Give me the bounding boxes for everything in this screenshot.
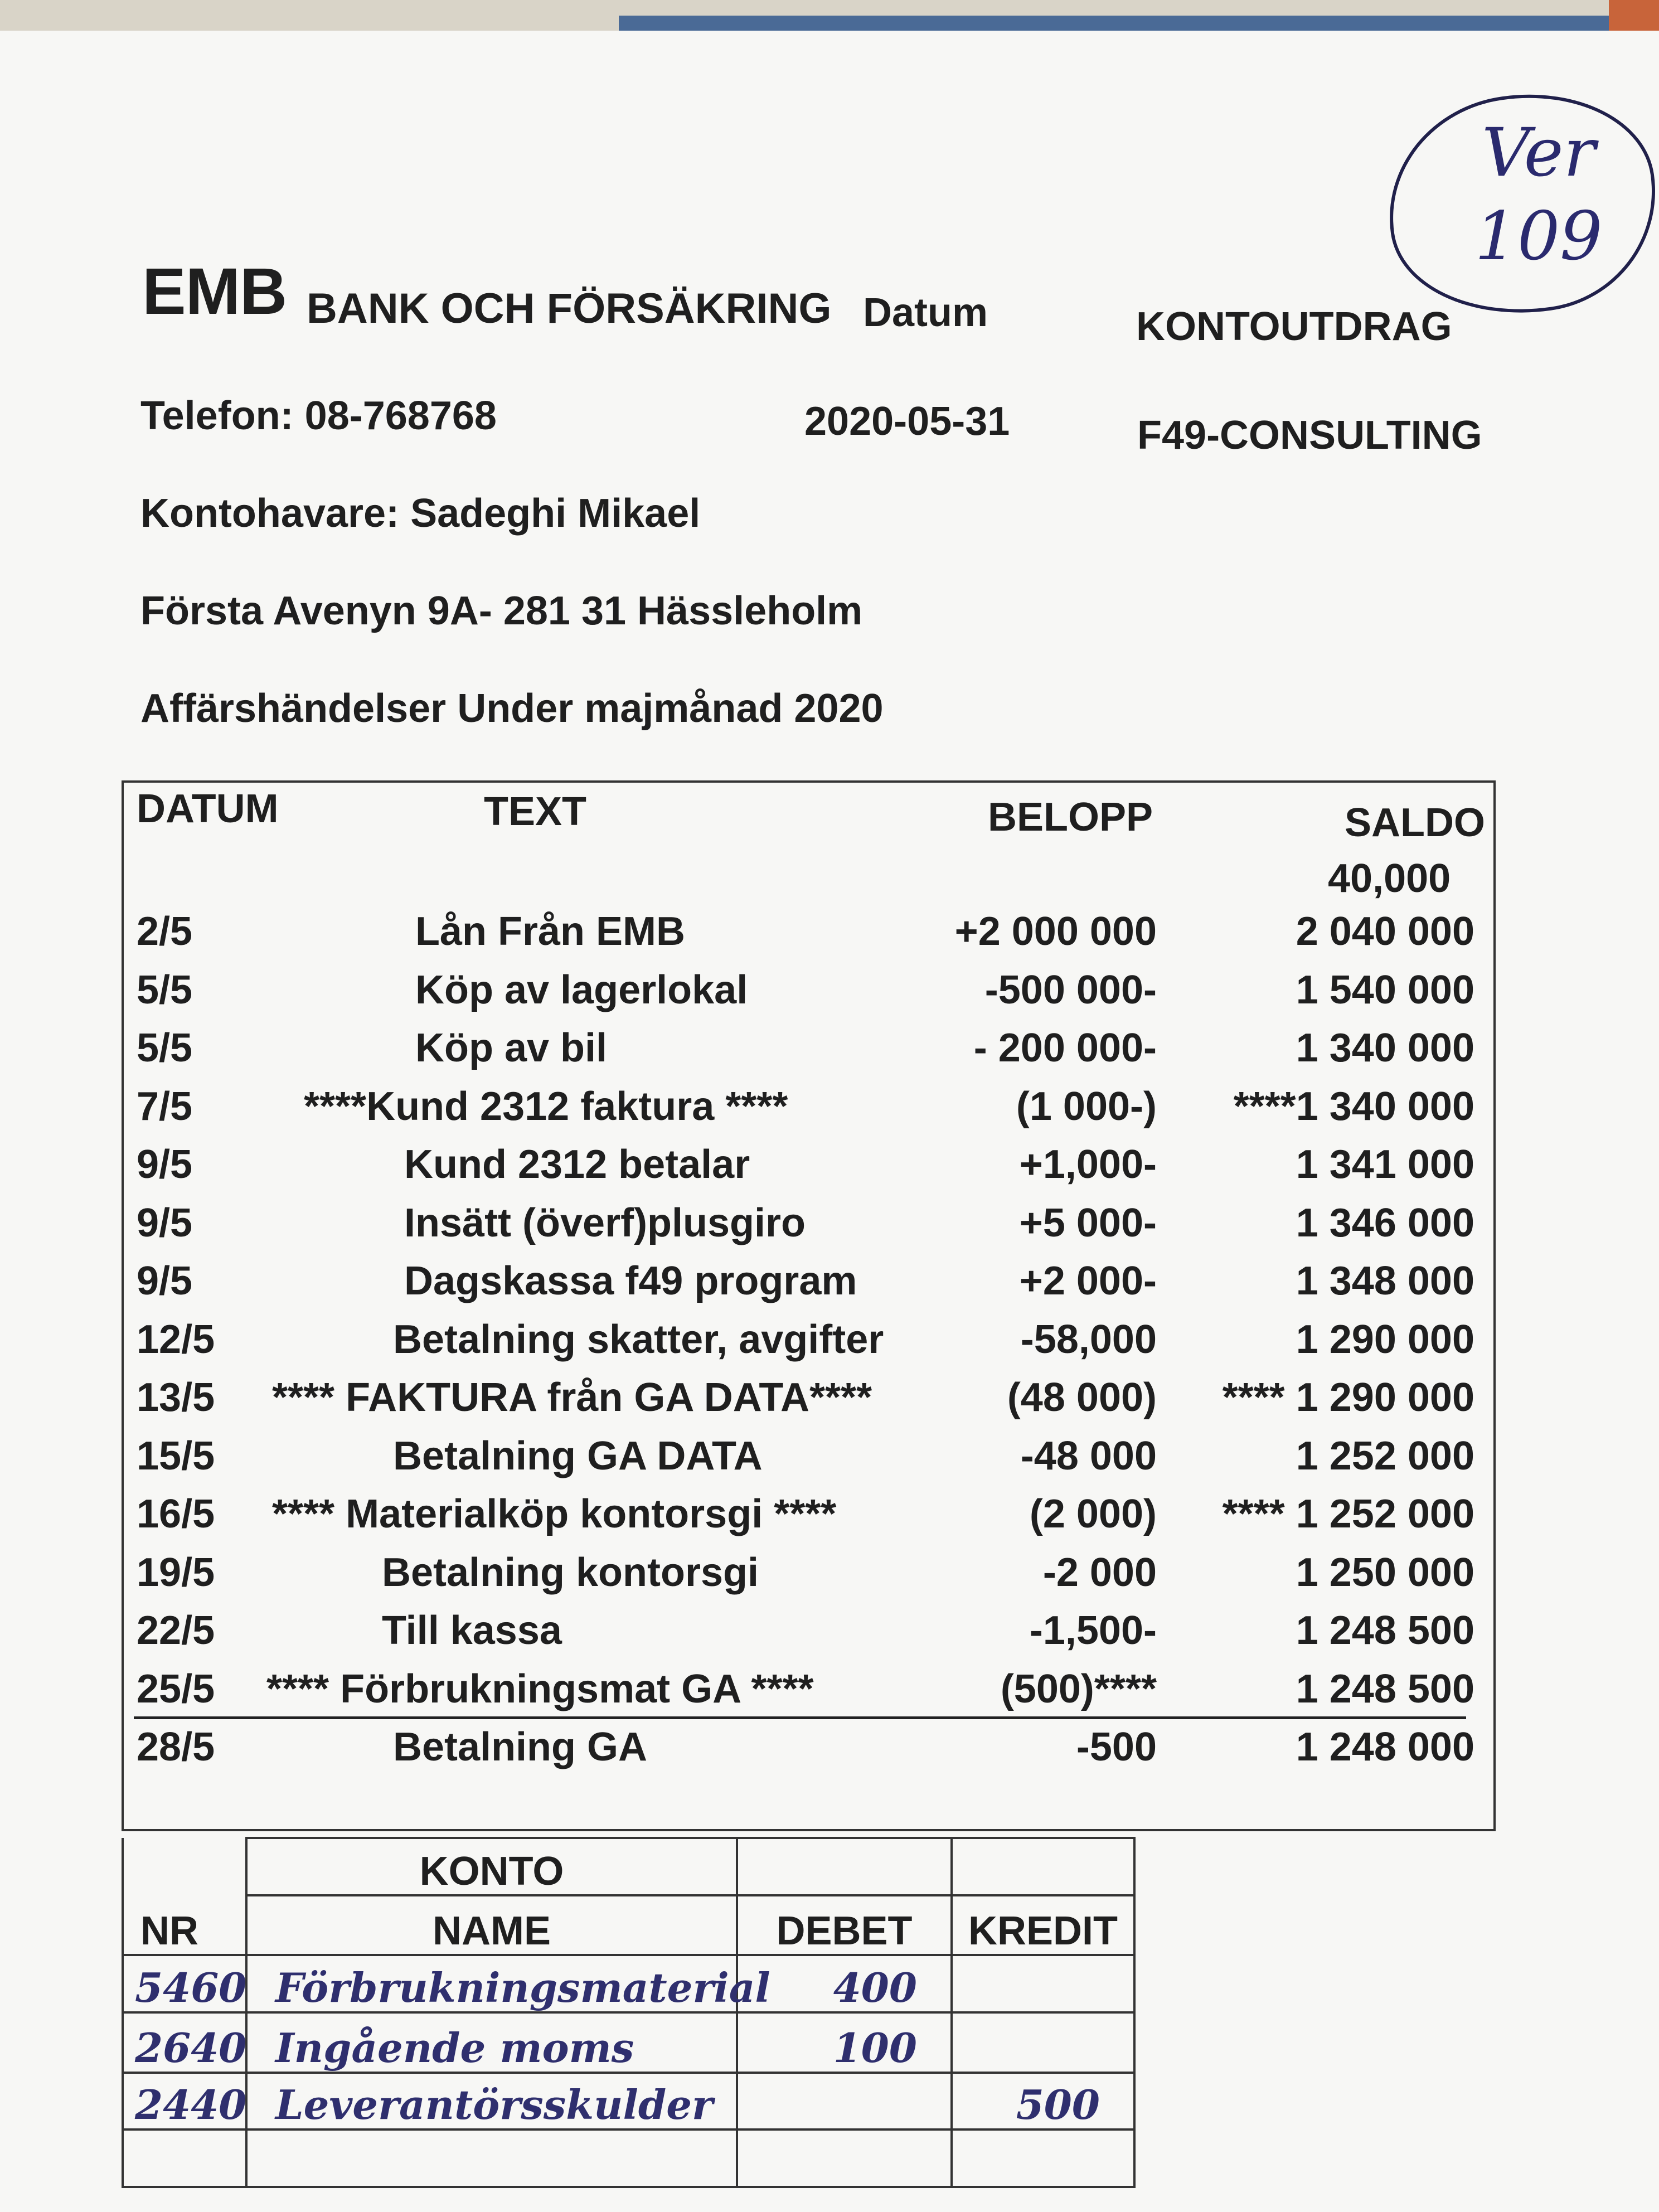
transaction-amount: +2 000- xyxy=(1019,1259,1157,1303)
transaction-balance: 1 290 000 xyxy=(1296,1317,1474,1362)
date-label: Datum xyxy=(863,290,988,335)
transaction-balance: ****1 340 000 xyxy=(1233,1084,1474,1129)
transaction-date: 15/5 xyxy=(137,1434,215,1478)
transaction-date: 19/5 xyxy=(137,1550,215,1595)
konto-kredit xyxy=(952,2129,1134,2187)
account-holder: Kontohavare: Sadeghi Mikael xyxy=(140,491,701,536)
transaction-amount: (2 000) xyxy=(1029,1492,1157,1536)
konto-nr: 5460 xyxy=(123,1955,246,2012)
konto-debet: 100 xyxy=(737,2012,952,2073)
column-header-text: TEXT xyxy=(484,789,587,834)
company-name: F49-CONSULTING xyxy=(1137,413,1482,458)
transaction-balance: 1 341 000 xyxy=(1296,1142,1474,1187)
voucher-number xyxy=(1455,111,1622,279)
konto-header-nr: NR xyxy=(123,1895,246,1956)
column-header-date: DATUM xyxy=(137,787,279,831)
transaction-text: **** FAKTURA från GA DATA**** xyxy=(272,1375,872,1420)
holder-address: Första Avenyn 9A- 281 31 Hässleholm xyxy=(140,589,863,633)
konto-table xyxy=(122,1837,1136,2188)
transaction-balance: **** 1 252 000 xyxy=(1222,1492,1474,1536)
transaction-date: 22/5 xyxy=(137,1608,215,1653)
konto-header-blank xyxy=(737,1838,952,1895)
transaction-date: 9/5 xyxy=(137,1201,193,1245)
transaction-balance: 1 252 000 xyxy=(1296,1434,1474,1478)
konto-name: Förbrukningsmaterial xyxy=(246,1955,737,2012)
bank-name: BANK OCH FÖRSÄKRING xyxy=(307,285,832,332)
transaction-balance: **** 1 290 000 xyxy=(1222,1375,1474,1420)
transaction-amount: -2 000 xyxy=(1042,1550,1157,1595)
transaction-date: 9/5 xyxy=(137,1142,193,1187)
transaction-date: 2/5 xyxy=(137,909,193,954)
transaction-amount: - 200 000- xyxy=(973,1026,1157,1070)
konto-header-debet: DEBET xyxy=(737,1895,952,1956)
transaction-text: Betalning kontorsgi xyxy=(382,1550,759,1595)
transaction-date: 7/5 xyxy=(137,1084,193,1129)
transaction-text: Betalning skatter, avgifter xyxy=(393,1317,884,1362)
transaction-text: Köp av bil xyxy=(415,1026,608,1070)
column-header-amount: BELOPP xyxy=(988,795,1153,840)
transaction-balance: 1 540 000 xyxy=(1296,968,1474,1012)
transaction-amount: (48 000) xyxy=(1007,1375,1157,1420)
transaction-date: 13/5 xyxy=(137,1375,215,1420)
row-divider xyxy=(134,1716,1466,1719)
konto-kredit: 500 xyxy=(952,2073,1134,2130)
transaction-date: 5/5 xyxy=(137,968,193,1012)
transaction-date: 25/5 xyxy=(137,1667,215,1711)
transaction-date: 12/5 xyxy=(137,1317,215,1362)
document-title: KONTOUTDRAG xyxy=(1136,304,1452,349)
transaction-text: ****Kund 2312 faktura **** xyxy=(304,1084,788,1129)
transaction-text: Köp av lagerlokal xyxy=(415,968,748,1012)
transaction-balance: 1 248 500 xyxy=(1296,1608,1474,1653)
transaction-amount: -500 xyxy=(1076,1725,1157,1769)
voucher-label: Ver xyxy=(1481,114,1596,192)
konto-kredit xyxy=(952,2012,1134,2073)
opening-balance: 40,000 xyxy=(1328,856,1451,901)
transaction-text: Betalning GA DATA xyxy=(393,1434,763,1478)
transaction-balance: 1 248 000 xyxy=(1296,1725,1474,1769)
transaction-amount: -1,500- xyxy=(1029,1608,1157,1653)
transaction-amount: -58,000 xyxy=(1020,1317,1157,1362)
voucher-value: 109 xyxy=(1474,198,1603,275)
konto-header-blank xyxy=(123,1838,246,1895)
transaction-balance: 1 346 000 xyxy=(1296,1201,1474,1245)
transaction-text: **** Förbrukningsmat GA **** xyxy=(266,1667,814,1711)
column-header-balance: SALDO xyxy=(1345,801,1485,845)
konto-header-blank xyxy=(952,1838,1134,1895)
transaction-date: 9/5 xyxy=(137,1259,193,1303)
transaction-balance: 1 348 000 xyxy=(1296,1259,1474,1303)
transaction-amount: (1 000-) xyxy=(1016,1084,1157,1129)
transaction-amount: +1,000- xyxy=(1019,1142,1157,1187)
transaction-text: Betalning GA xyxy=(393,1725,648,1769)
transaction-amount: +2 000 000 xyxy=(954,909,1157,954)
konto-debet xyxy=(737,2129,952,2187)
transaction-text: **** Materialköp kontorsgi **** xyxy=(272,1492,837,1536)
transaction-text: Insätt (överf)plusgiro xyxy=(404,1201,806,1245)
transaction-date: 16/5 xyxy=(137,1492,215,1536)
transaction-amount: -48 000 xyxy=(1020,1434,1157,1478)
transaction-amount: +5 000- xyxy=(1019,1201,1157,1245)
bank-logo: EMB xyxy=(142,255,287,328)
konto-name: Leverantörsskulder xyxy=(246,2073,737,2130)
transaction-balance: 1 248 500 xyxy=(1296,1667,1474,1711)
konto-nr: 2640 xyxy=(123,2012,246,2073)
konto-nr xyxy=(123,2129,246,2187)
transaction-balance: 1 250 000 xyxy=(1296,1550,1474,1595)
statement-date: 2020-05-31 xyxy=(804,399,1010,444)
konto-debet: 400 xyxy=(737,1955,952,2012)
transaction-balance: 2 040 000 xyxy=(1296,909,1474,954)
transaction-text: Kund 2312 betalar xyxy=(404,1142,750,1187)
konto-header-group: KONTO xyxy=(246,1838,737,1895)
transaction-text: Till kassa xyxy=(382,1608,562,1653)
transaction-date: 28/5 xyxy=(137,1725,215,1769)
statement-period: Affärshändelser Under majmånad 2020 xyxy=(140,686,884,731)
konto-header-name: NAME xyxy=(246,1895,737,1956)
transaction-balance: 1 340 000 xyxy=(1296,1026,1474,1070)
konto-kredit xyxy=(952,1955,1134,2012)
transaction-amount: -500 000- xyxy=(984,968,1157,1012)
konto-name: Ingående moms xyxy=(246,2012,737,2073)
transaction-text: Dagskassa f49 program xyxy=(404,1259,857,1303)
transaction-text: Lån Från EMB xyxy=(415,909,686,954)
transaction-amount: (500)**** xyxy=(1000,1667,1157,1711)
konto-nr: 2440 xyxy=(123,2073,246,2130)
phone-number: Telefon: 08-768768 xyxy=(140,394,497,438)
konto-header-kredit: KREDIT xyxy=(952,1895,1134,1956)
transaction-date: 5/5 xyxy=(137,1026,193,1070)
konto-debet xyxy=(737,2073,952,2130)
konto-name xyxy=(246,2129,737,2187)
